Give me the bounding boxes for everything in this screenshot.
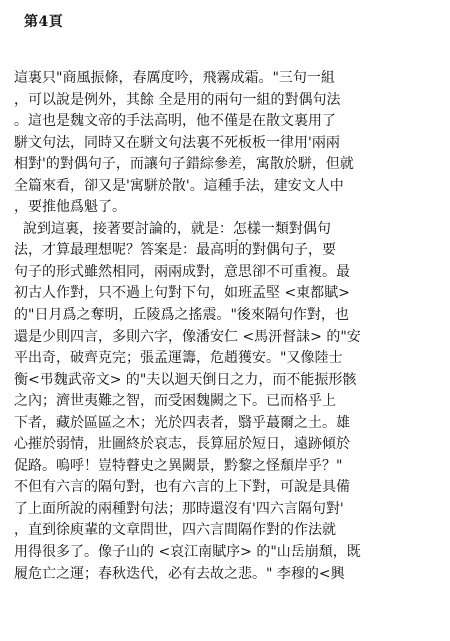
text-line: 駢文句法，同時又在駢文句法裏不死板板一律用'兩兩 bbox=[14, 134, 340, 151]
text-line: 還是少則四言，多則六字，像潘安仁 <馬汧督誄> 的"安 bbox=[14, 328, 361, 345]
text-line: 衡<弔魏武帝文> 的"夫以迴天倒日之力，而不能振形骸 bbox=[14, 371, 357, 388]
text-line: ，可以說是例外，其餘 全是用的兩句一組的對偶句法 bbox=[14, 91, 341, 108]
text-line: 了上面所說的兩種對句法；那時還沒有'四六言隔句對' bbox=[14, 500, 344, 517]
text-line: 法，才算最理想呢？答案是：最高明的對偶句子，要 bbox=[14, 242, 336, 259]
text-line: 這裏只"商風振條，春厲度吟，飛霧成霜。"三句一組 bbox=[14, 70, 335, 86]
text-line: 用得很多了。像子山的 <哀江南賦序> 的"山岳崩頹，既 bbox=[14, 544, 361, 561]
text-line: 不但有六言的隔句對，也有六言的上下對，可說是具備 bbox=[14, 479, 350, 496]
text-line: ，要推他爲魁了。 bbox=[14, 199, 126, 216]
page-number: 第4頁 bbox=[24, 14, 64, 30]
text-line: 平出奇，破齊克完；張孟運籌，危趙獲安。"又像陸士 bbox=[14, 350, 343, 367]
text-line: 履危亡之運；春秋迭代，必有去故之悲。" 李穆的<興 bbox=[14, 565, 345, 582]
text-line: 下者，藏於區區之木；光於四表者，翳乎蕞爾之土。雄 bbox=[14, 414, 350, 431]
text-line: 相對'的對偶句子，而讓句子錯綜參差，寓散於駢，但就 bbox=[14, 156, 354, 173]
text-line: 的"日月爲之奪明，丘陵爲之搖震。"後來隔句作對，也 bbox=[14, 307, 349, 324]
text-line: ，直到徐庾輩的文章問世，四六言間隔作對的作法就 bbox=[14, 522, 336, 539]
scan-speck bbox=[236, 239, 238, 241]
text-line: 全篇來看，卻又是'寓駢於散'。這種手法，建安文人中 bbox=[14, 177, 344, 194]
text-line: 促路。嗚呼！豈特瞽史之異闕景，黔黎之怪頹岸乎？" bbox=[14, 457, 343, 474]
text-line: 心摧於弱情，壯圖終於哀志，長算屈於短日，遠跡傾於 bbox=[14, 436, 350, 453]
text-line: 之內；濟世夷難之智，而受困魏闕之下。已而格乎上 bbox=[14, 393, 336, 410]
text-line: 句子的形式雖然相同，兩兩成對，意思卻不可重複。最 bbox=[14, 263, 350, 280]
text-line: 初古人作對，只不過上句對下句，如班孟堅 <東都賦> bbox=[14, 285, 350, 302]
text-line: 說到這裏，接著要討論的，就是：怎樣一類對偶句 bbox=[14, 220, 331, 237]
body-text bbox=[14, 68, 442, 585]
text-line: 。這也是魏文帝的手法高明，他不僅是在散文裏用了 bbox=[14, 113, 336, 130]
